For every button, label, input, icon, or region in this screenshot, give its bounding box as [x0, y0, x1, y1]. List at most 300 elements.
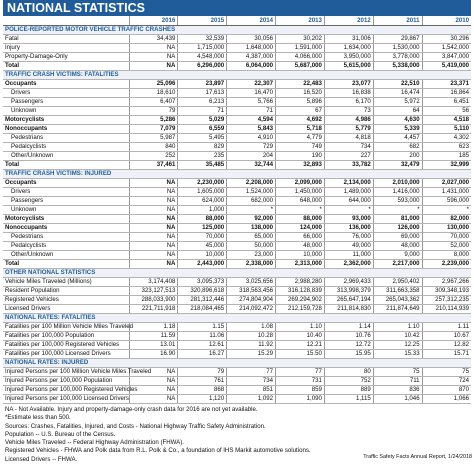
table-cell: 15.71: [422, 350, 471, 359]
table-cell: 3,025,656: [227, 278, 276, 287]
footer-source: Traffic Safety Facts Annual Report, 1/24/2018: [363, 454, 472, 460]
note-line: Vehicle Miles Traveled -- Federal Highway Administration (FHWA).: [5, 439, 184, 447]
table-cell: 30,056: [227, 35, 276, 44]
table-cell: 16,470: [227, 89, 276, 98]
table-row: [3, 80, 471, 89]
table-cell: 64: [373, 107, 422, 116]
table-cell: 5,766: [227, 98, 276, 107]
table-cell: 10.40: [276, 332, 325, 341]
table-cell: 15.50: [276, 350, 325, 359]
row-label: Fatal: [3, 35, 129, 44]
section-heading: TRAFFIC CRASH VICTIMS: INJURED: [3, 170, 471, 179]
row-label: Total: [3, 161, 129, 170]
table-cell: 23,897: [178, 80, 227, 89]
table-cell: 11.06: [178, 332, 227, 341]
table-cell: 22,483: [276, 80, 325, 89]
table-cell: 5,972: [373, 98, 422, 107]
table-cell: 269,294,902: [276, 296, 325, 305]
table-cell: 724: [422, 377, 471, 386]
row-label: Licensed Drivers: [3, 305, 129, 314]
table-cell: 204: [227, 152, 276, 161]
table-cell: NA: [129, 188, 178, 197]
section-heading: POLICE-REPORTED MOTOR VEHICLE TRAFFIC CRASHES: [3, 26, 471, 35]
year-header: 2016: [129, 16, 178, 26]
table-cell: 76,000: [324, 233, 373, 242]
table-cell: 4,818: [324, 134, 373, 143]
table-cell: 752: [324, 377, 373, 386]
table-cell: 731: [276, 377, 325, 386]
section-heading: NATIONAL RATES: FATALITIES: [3, 314, 471, 323]
table-cell: 13.01: [129, 341, 178, 350]
row-label: Drivers: [3, 89, 129, 98]
table-cell: 4,302: [422, 134, 471, 143]
table-cell: 682: [373, 143, 422, 152]
table-cell: 136,000: [324, 224, 373, 233]
year-header: 2013: [276, 16, 325, 26]
table-cell: NA: [129, 44, 178, 53]
table-row: [3, 260, 471, 269]
row-label: Occupants: [3, 179, 129, 188]
table-cell: 52,000: [422, 242, 471, 251]
table-cell: 32,893: [276, 161, 325, 170]
table-cell: 30,296: [422, 35, 471, 44]
table-cell: 1,115: [324, 395, 373, 404]
table-cell: 1,120: [178, 395, 227, 404]
table-cell: *: [276, 206, 325, 215]
table-row: [3, 242, 471, 251]
table-cell: 2,969,433: [324, 278, 373, 287]
table-cell: 15.95: [324, 350, 373, 359]
table-cell: 648,000: [276, 197, 325, 206]
table-cell: 4,692: [276, 116, 325, 125]
table-cell: 3,778,000: [373, 53, 422, 62]
table-row: [3, 215, 471, 224]
table-cell: 65,000: [227, 233, 276, 242]
table-cell: 16.90: [129, 350, 178, 359]
row-label: Injured Persons per 100,000 Population: [3, 377, 129, 386]
row-label: Unknown: [3, 206, 129, 215]
table-cell: 212,159,728: [276, 305, 325, 314]
table-cell: NA: [129, 197, 178, 206]
table-cell: 211,874,649: [373, 305, 422, 314]
table-cell: 73: [324, 107, 373, 116]
table-cell: 5,339: [373, 125, 422, 134]
table-cell: 859: [276, 386, 325, 395]
table-cell: 16,474: [373, 89, 422, 98]
table-cell: 2,010,000: [373, 179, 422, 188]
table-cell: 1,605,000: [178, 188, 227, 197]
table-cell: 71: [227, 107, 276, 116]
table-row: [3, 62, 471, 71]
table-cell: 88,000: [178, 215, 227, 224]
table-cell: 265,647,194: [324, 296, 373, 305]
note-line: Population -- U.S. Bureau of the Census.: [5, 430, 116, 438]
table-cell: 49,000: [324, 242, 373, 251]
table-cell: 320,896,618: [178, 287, 227, 296]
table-cell: 12.25: [373, 341, 422, 350]
row-label: Passengers: [3, 197, 129, 206]
table-cell: NA: [129, 242, 178, 251]
table-cell: 2,338,000: [227, 260, 276, 269]
table-row: [3, 332, 471, 341]
table-cell: 7,079: [129, 125, 178, 134]
table-cell: 596,000: [422, 197, 471, 206]
table-cell: 1,524,000: [227, 188, 276, 197]
table-cell: 1.11: [422, 323, 471, 332]
table-cell: 77: [227, 368, 276, 377]
table-cell: 3,950,000: [324, 53, 373, 62]
table-cell: 5,687,000: [276, 62, 325, 71]
table-cell: 75: [373, 368, 422, 377]
table-cell: 93,000: [324, 215, 373, 224]
table-cell: 1,530,000: [373, 44, 422, 53]
table-cell: NA: [129, 62, 178, 71]
table-cell: 6,064,000: [227, 62, 276, 71]
table-cell: 1.10: [373, 323, 422, 332]
table-cell: 16.27: [178, 350, 227, 359]
table-cell: 6,559: [178, 125, 227, 134]
table-cell: 218,084,465: [178, 305, 227, 314]
year-header: 2015: [178, 16, 227, 26]
table-cell: 80: [324, 368, 373, 377]
table-row: [3, 35, 471, 44]
table-body: [3, 26, 471, 404]
table-cell: 10,000: [178, 251, 227, 260]
table-cell: 23,371: [422, 80, 471, 89]
table-cell: NA: [129, 206, 178, 215]
table-cell: 1,591,000: [276, 44, 325, 53]
row-label: Motorcyclists: [3, 215, 129, 224]
table-cell: 23,077: [324, 80, 373, 89]
table-cell: 5,843: [227, 125, 276, 134]
table-cell: 9,000: [373, 251, 422, 260]
table-cell: 1.15: [178, 323, 227, 332]
table-cell: 11.92: [227, 341, 276, 350]
table-cell: 1.10: [276, 323, 325, 332]
table-row: [3, 53, 471, 62]
table-row: [3, 305, 471, 314]
table-cell: 12.82: [422, 341, 471, 350]
note-line: Sources: Crashes, Fatalities, Injured, and Costs - National Highway Traffic Safety Administration.: [5, 422, 266, 430]
table-cell: 729: [227, 143, 276, 152]
table-cell: 35,485: [178, 161, 227, 170]
table-cell: 1,648,000: [227, 44, 276, 53]
table-cell: 593,000: [373, 197, 422, 206]
table-cell: 185: [422, 152, 471, 161]
table-cell: 5,338,000: [373, 62, 422, 71]
row-label: Motorcyclists: [3, 116, 129, 125]
table-cell: 5,029: [178, 116, 227, 125]
table-row: [3, 152, 471, 161]
table-cell: 18,610: [129, 89, 178, 98]
table-cell: 1.18: [129, 323, 178, 332]
row-label: Other/Unknown: [3, 152, 129, 161]
table-cell: 734: [324, 143, 373, 152]
row-label: Other/Unknown: [3, 251, 129, 260]
statistics-page: [3, 0, 471, 464]
page-title: NATIONAL STATISTICS: [3, 0, 471, 16]
table-cell: 23,000: [227, 251, 276, 260]
table-cell: 829: [178, 143, 227, 152]
table-cell: 682,000: [227, 197, 276, 206]
table-row: [3, 89, 471, 98]
year-header: 2012: [324, 16, 373, 26]
table-cell: 5,779: [324, 125, 373, 134]
table-cell: 15.33: [373, 350, 422, 359]
row-label: Registered Vehicles: [3, 296, 129, 305]
section-heading-row: [3, 71, 471, 80]
table-cell: 71: [178, 107, 227, 116]
table-cell: 92,000: [227, 215, 276, 224]
table-cell: 1,450,000: [276, 188, 325, 197]
table-cell: 313,998,379: [324, 287, 373, 296]
table-cell: 281,312,446: [178, 296, 227, 305]
table-cell: 274,804,904: [227, 296, 276, 305]
table-row: [3, 188, 471, 197]
table-cell: 82,000: [422, 215, 471, 224]
table-row: [3, 107, 471, 116]
table-cell: 32,744: [227, 161, 276, 170]
table-cell: 1,000: [178, 206, 227, 215]
table-row: [3, 323, 471, 332]
section-heading-row: [3, 359, 471, 368]
row-label: Drivers: [3, 188, 129, 197]
note-line: *Estimate less than 500.: [5, 414, 71, 422]
table-cell: 1,066: [422, 395, 471, 404]
table-cell: 32,479: [373, 161, 422, 170]
section-heading: OTHER NATIONAL STATISTICS: [3, 269, 471, 278]
table-cell: 6,407: [129, 98, 178, 107]
table-cell: 77: [276, 368, 325, 377]
table-cell: *: [227, 206, 276, 215]
table-cell: 8,000: [422, 251, 471, 260]
table-row: [3, 287, 471, 296]
table-cell: 265,043,362: [373, 296, 422, 305]
table-cell: 6,451: [422, 98, 471, 107]
row-label: Fatalities per 100,000 Licensed Drivers: [3, 350, 129, 359]
table-row: [3, 278, 471, 287]
row-label: Pedalcyclists: [3, 143, 129, 152]
table-cell: 16,838: [324, 89, 373, 98]
table-cell: 29,867: [373, 35, 422, 44]
table-cell: 70,000: [422, 233, 471, 242]
table-cell: 2,988,280: [276, 278, 325, 287]
table-cell: NA: [129, 377, 178, 386]
table-cell: 309,348,193: [422, 287, 471, 296]
table-row: [3, 296, 471, 305]
table-cell: 12.61: [178, 341, 227, 350]
table-cell: NA: [129, 53, 178, 62]
table-cell: 79: [178, 368, 227, 377]
table-cell: NA: [129, 386, 178, 395]
table-cell: 2,967,266: [422, 278, 471, 287]
row-label: Pedalcyclists: [3, 242, 129, 251]
table-cell: 5,615,000: [324, 62, 373, 71]
table-cell: 2,950,402: [373, 278, 422, 287]
table-cell: NA: [129, 395, 178, 404]
table-cell: 870: [422, 386, 471, 395]
table-row: [3, 377, 471, 386]
table-cell: 1.08: [227, 323, 276, 332]
row-label: Total: [3, 260, 129, 269]
table-cell: *: [324, 206, 373, 215]
section-heading-row: [3, 26, 471, 35]
table-row: [3, 98, 471, 107]
table-cell: 126,000: [373, 224, 422, 233]
table-cell: 1,715,000: [178, 44, 227, 53]
table-row: [3, 206, 471, 215]
table-row: [3, 134, 471, 143]
table-cell: 124,000: [276, 224, 325, 233]
table-cell: 711: [373, 377, 422, 386]
table-cell: 2,239,000: [422, 260, 471, 269]
table-cell: 323,127,513: [129, 287, 178, 296]
table-cell: 81,000: [373, 215, 422, 224]
table-cell: 5,718: [276, 125, 325, 134]
table-cell: 48,000: [276, 242, 325, 251]
table-cell: NA: [129, 368, 178, 377]
row-label: Occupants: [3, 80, 129, 89]
table-cell: 12.72: [324, 341, 373, 350]
table-cell: 4,518: [422, 116, 471, 125]
row-label: Nonoccupants: [3, 125, 129, 134]
table-cell: 6,213: [178, 98, 227, 107]
table-cell: 88,000: [276, 215, 325, 224]
year-header: 2014: [227, 16, 276, 26]
table-cell: 5,286: [129, 116, 178, 125]
table-cell: 3,174,408: [129, 278, 178, 287]
table-cell: *: [373, 206, 422, 215]
section-heading: TRAFFIC CRASH VICTIMS: FATALITIES: [3, 71, 471, 80]
table-cell: 16,864: [422, 89, 471, 98]
section-heading-row: [3, 269, 471, 278]
table-cell: 11,000: [324, 251, 373, 260]
table-row: [3, 116, 471, 125]
table-row: [3, 251, 471, 260]
table-cell: 840: [129, 143, 178, 152]
table-cell: 227: [324, 152, 373, 161]
table-cell: 1,090: [276, 395, 325, 404]
table-row: [3, 341, 471, 350]
table-cell: 235: [178, 152, 227, 161]
table-cell: 56: [422, 107, 471, 116]
table-cell: 4,630: [373, 116, 422, 125]
row-label: Fatalities per 100,000 Registered Vehicles: [3, 341, 129, 350]
table-cell: 16,520: [276, 89, 325, 98]
table-cell: 889: [324, 386, 373, 395]
table-cell: 30,202: [276, 35, 325, 44]
table-cell: 1,489,000: [324, 188, 373, 197]
table-cell: 10,000: [276, 251, 325, 260]
table-cell: 252: [129, 152, 178, 161]
table-cell: 761: [178, 377, 227, 386]
table-cell: 734: [227, 377, 276, 386]
table-cell: 10.67: [422, 332, 471, 341]
table-cell: 2,027,000: [422, 179, 471, 188]
table-row: [3, 386, 471, 395]
table-cell: 4,910: [227, 134, 276, 143]
table-cell: 50,000: [227, 242, 276, 251]
row-label: Injury: [3, 44, 129, 53]
table-cell: *: [422, 206, 471, 215]
table-row: [3, 233, 471, 242]
row-label: Fatalities per 100 Million Vehicle Miles Traveled: [5, 323, 134, 330]
table-cell: 836: [373, 386, 422, 395]
table-cell: 70,000: [178, 233, 227, 242]
table-cell: 5,495: [178, 134, 227, 143]
row-label: Injured Persons per 100,000 Registered Vehicles: [5, 386, 138, 393]
row-label: Vehicle Miles Traveled (Millions): [3, 278, 129, 287]
table-cell: 48,000: [373, 242, 422, 251]
table-cell: 31,006: [324, 35, 373, 44]
table-cell: 2,217,000: [373, 260, 422, 269]
table-cell: 25,096: [129, 80, 178, 89]
table-cell: 2,099,000: [276, 179, 325, 188]
row-label: Pedestrians: [3, 233, 129, 242]
table-cell: 130,000: [422, 224, 471, 233]
table-cell: 37,461: [129, 161, 178, 170]
row-label: Injured Persons per 100,000 Licensed Drivers: [5, 395, 129, 402]
table-cell: 1,092: [227, 395, 276, 404]
table-cell: 4,594: [227, 116, 276, 125]
table-cell: 125,000: [178, 224, 227, 233]
table-cell: 4,457: [373, 134, 422, 143]
row-label: Passengers: [3, 98, 129, 107]
table-cell: NA: [129, 179, 178, 188]
row-label: Unknown: [3, 107, 129, 116]
table-row: [3, 395, 471, 404]
table-cell: 12.21: [276, 341, 325, 350]
table-cell: 288,033,900: [129, 296, 178, 305]
table-cell: 851: [227, 386, 276, 395]
table-cell: 4,779: [276, 134, 325, 143]
year-header: 2011: [373, 16, 422, 26]
table-cell: 66,000: [276, 233, 325, 242]
table-cell: NA: [129, 233, 178, 242]
table-cell: 214,092,472: [227, 305, 276, 314]
table-cell: 79: [129, 107, 178, 116]
row-label: Pedestrians: [3, 134, 129, 143]
table-cell: 2,134,000: [324, 179, 373, 188]
table-cell: 3,847,000: [422, 53, 471, 62]
table-cell: 2,208,000: [227, 179, 276, 188]
table-cell: 6,296,000: [178, 62, 227, 71]
table-cell: 1,634,000: [324, 44, 373, 53]
table-cell: 311,663,358: [373, 287, 422, 296]
year-header: 2010: [422, 16, 471, 26]
table-cell: 67: [276, 107, 325, 116]
table-cell: 2,362,000: [324, 260, 373, 269]
table-cell: 210,114,939: [422, 305, 471, 314]
table-cell: 316,128,839: [276, 287, 325, 296]
table-row: [3, 179, 471, 188]
table-cell: 5,896: [276, 98, 325, 107]
table-row: [3, 224, 471, 233]
table-cell: 1.14: [324, 323, 373, 332]
header-blank: [3, 16, 129, 26]
table-cell: 10.76: [324, 332, 373, 341]
note-line: Registered Vehicles - FHWA and Polk data from R.L. Polk & Co., a foundation of IHS Markit automotive solutions.: [5, 447, 311, 455]
table-cell: 2,230,000: [178, 179, 227, 188]
table-cell: 3,095,373: [178, 278, 227, 287]
table-cell: 318,563,456: [227, 287, 276, 296]
table-cell: 138,000: [227, 224, 276, 233]
table-cell: 4,548,000: [178, 53, 227, 62]
table-cell: 1,416,000: [373, 188, 422, 197]
table-cell: 221,711,918: [129, 305, 178, 314]
table-cell: 10.28: [227, 332, 276, 341]
table-cell: 5,987: [129, 134, 178, 143]
